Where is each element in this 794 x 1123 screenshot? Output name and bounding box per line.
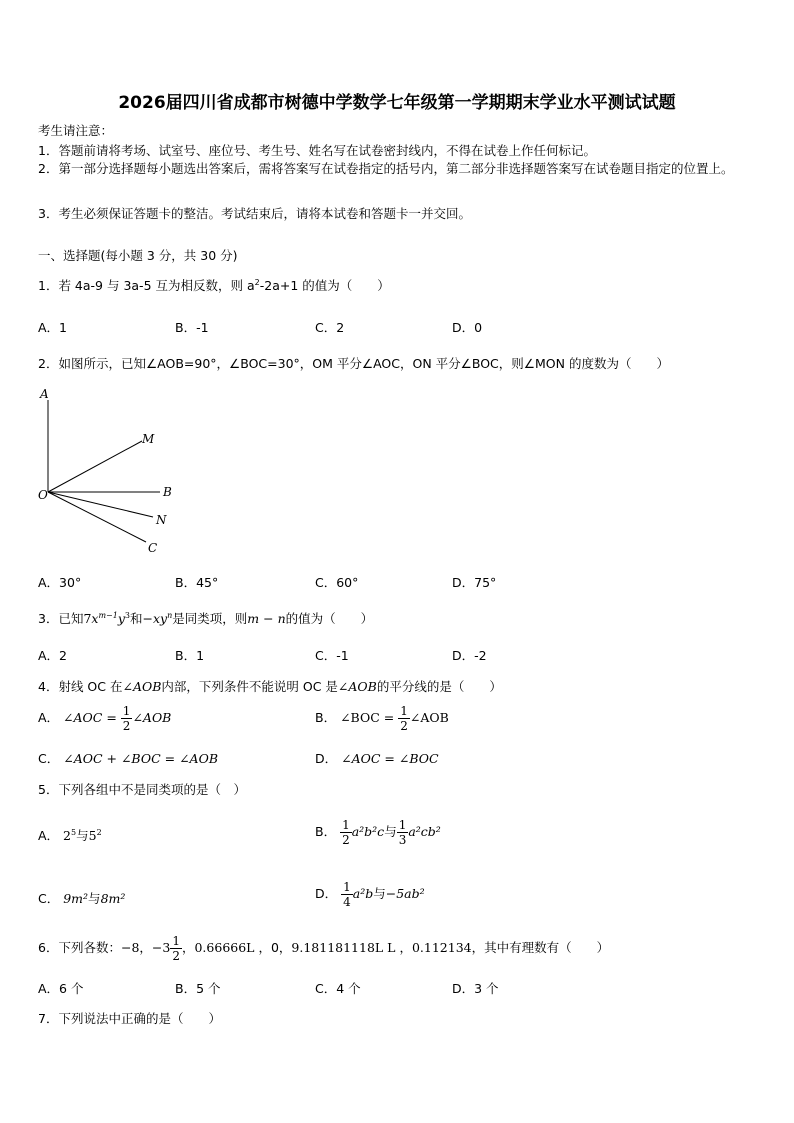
q6-option-d[interactable]: D．3 个 [452,981,499,996]
q4-stem-a: 4．射线 OC 在 [38,679,123,694]
q4-option-d[interactable] [315,749,439,767]
q5-optD-term1: a²b [352,886,374,901]
q3-expr1-yexp: 3 [124,610,131,620]
q1-stem-b: -2a+1 的值为（ ） [259,278,390,293]
q5-optA-label: A． [38,828,60,843]
q4-optA-label: A． [38,710,60,725]
q4-option-c[interactable] [38,749,218,767]
q6-num-3: ，0.66666L ， [181,940,271,955]
q3-expr1-coef: 7 [83,611,92,626]
q1-option-d[interactable]: D．0 [452,320,483,335]
question-6 [38,934,609,963]
q1-stem-a: 1．若 4a-9 与 3a-5 互为相反数，则 a [38,278,255,293]
q3-expr2: −xy [142,611,168,626]
label-c: C [148,541,158,555]
question-3 [38,609,373,627]
q5-optB-label: B． [315,824,337,839]
q5-optB-frac2: $\frac{1}{3}$ [398,818,407,847]
q2-option-d[interactable]: D．75° [452,575,497,590]
q4-optD-label: D． [315,751,338,766]
q5-optC-mid: 与 [88,891,101,906]
q2-option-b[interactable]: B．45° [175,575,219,590]
q6-num-2-int: −3 [151,940,171,955]
q6-num-4: 0， [270,940,292,955]
q6-num-1: −8， [120,940,152,955]
q5-option-c[interactable] [38,889,125,907]
q4-optB-label: B． [315,710,337,725]
q3-expr1-xexp: m−1 [98,610,118,620]
question-1 [38,276,390,294]
notice-item-2: 2．第一部分选择题每小题选出答案后，需将答案写在试卷指定的括号内，第二部分非选择题答案写在试卷题目指定的位置上。 [38,161,734,176]
q4-optC-expr: ∠AOC + ∠BOC = ∠AOB [63,751,219,766]
ray-oc [48,492,146,542]
q4-optB-left: ∠BOC = [340,710,395,725]
q5-optA-exp1: 5 [71,827,77,837]
q3-stem-a: 3．已知 [38,611,84,626]
q3-expr3: m − n [247,611,286,626]
q5-optA-exp2: 2 [96,827,102,837]
label-o: O [38,488,48,502]
page-title: 2026届四川省成都市树德中学数学七年级第一学期期末学业水平测试试题 [118,93,676,113]
q5-optA-base1: 2 [63,828,71,843]
q3-expr1-x: x [91,611,99,626]
q5-optD-frac: $\frac{1}{4}$ [343,880,351,909]
label-m: M [142,432,155,446]
question-5: 5．下列各组中不是同类项的是（ ） [38,782,246,797]
q4-stem-b: 内部，下列条件不能说明 OC 是 [161,679,338,694]
q3-stem-c: 是同类项，则 [172,611,248,626]
q3-option-b[interactable]: B．1 [175,648,205,663]
q5-option-d[interactable] [315,880,425,909]
q5-optC-label: C． [38,891,60,906]
q5-optB-term1: a²b²c [351,824,385,839]
label-n: N [156,513,167,527]
q6-option-c[interactable]: C．4 个 [315,981,361,996]
notice-item-3: 3．考生必须保证答题卡的整洁。考试结束后，请将本试卷和答题卡一并交回。 [38,206,471,221]
q6-num-5: 9.181181118L L ， [291,940,412,955]
q6-num-6: 0.112134， [411,940,485,955]
q1-option-c[interactable]: C．2 [315,320,345,335]
q3-option-a[interactable]: A．2 [38,648,68,663]
q1-option-a[interactable]: A．1 [38,320,68,335]
ray-om [48,441,142,492]
section-heading: 一、选择题(每小题 3 分，共 30 分) [38,248,238,263]
q5-optA-mid: 与 [76,828,89,843]
q4-optC-label: C． [38,751,60,766]
q1-exponent: 2 [254,277,260,287]
q1-option-b[interactable]: B．-1 [175,320,209,335]
ray-on [48,492,153,517]
q5-optB-term2: a²cb² [408,824,441,839]
q4-optA-left: ∠AOC = [63,710,117,725]
q4-optA-right: ∠AOB [132,710,172,725]
question-7: 7．下列说法中正确的是（ ） [38,1011,221,1026]
question-2: 2．如图所示，已知∠AOB=90°，∠BOC=30°，OM 平分∠AOC，ON 平分∠BOC，则∠MON 的度数为（ ） [38,356,669,371]
q5-optC-term1: 9m² [63,891,89,906]
q6-stem-b: 其中有理数有（ ） [484,940,610,955]
q3-option-c[interactable]: C．-1 [315,648,349,663]
q5-option-a[interactable] [38,826,102,844]
question-4 [38,677,502,695]
q6-option-b[interactable]: B．5 个 [175,981,221,996]
q4-stem-c: 的平分线的是（ ） [376,679,502,694]
q6-stem-a: 6．下列各数： [38,940,121,955]
q3-option-d[interactable]: D．-2 [452,648,487,663]
q5-optD-mid: 与 [373,886,386,901]
q4-optB-half: $\frac{1}{2}$ [400,704,408,733]
q5-optA-base2: 5 [88,828,97,843]
q5-optD-term2: −5ab² [385,886,425,901]
label-a: A [40,387,49,401]
q5-optC-term2: 8m² [100,891,126,906]
q3-stem-b: 和 [130,611,143,626]
angle-figure [30,385,190,560]
label-b: B [163,485,172,499]
q4-angle-2: ∠AOB [337,679,377,694]
q6-num-2-frac: $\frac{1}{2}$ [172,934,180,963]
q5-optB-frac1: $\frac{1}{2}$ [342,818,350,847]
q4-option-a[interactable] [38,704,171,733]
q4-angle-1: ∠AOB [122,679,162,694]
q3-stem-d: 的值为（ ） [285,611,374,626]
q4-optB-right: ∠AOB [409,710,449,725]
q4-option-b[interactable] [315,704,449,733]
q5-optD-label: D． [315,886,338,901]
q5-option-b[interactable] [315,818,441,847]
q4-optA-half: $\frac{1}{2}$ [122,704,131,733]
q3-expr1-y: y [117,611,125,626]
notice-item-1: 1．答题前请将考场、试室号、座位号、考生号、姓名写在试卷密封线内，不得在试卷上作任何标记。 [38,143,596,158]
q6-option-a[interactable]: A．6 个 [38,981,84,996]
q2-option-c[interactable]: C．60° [315,575,359,590]
notice-heading: 考生请注意： [38,123,114,138]
q5-optB-mid: 与 [384,824,397,839]
q2-option-a[interactable]: A．30° [38,575,82,590]
q4-optD-expr: ∠AOC = ∠BOC [341,751,439,766]
q3-expr2-exp: n [167,610,173,620]
